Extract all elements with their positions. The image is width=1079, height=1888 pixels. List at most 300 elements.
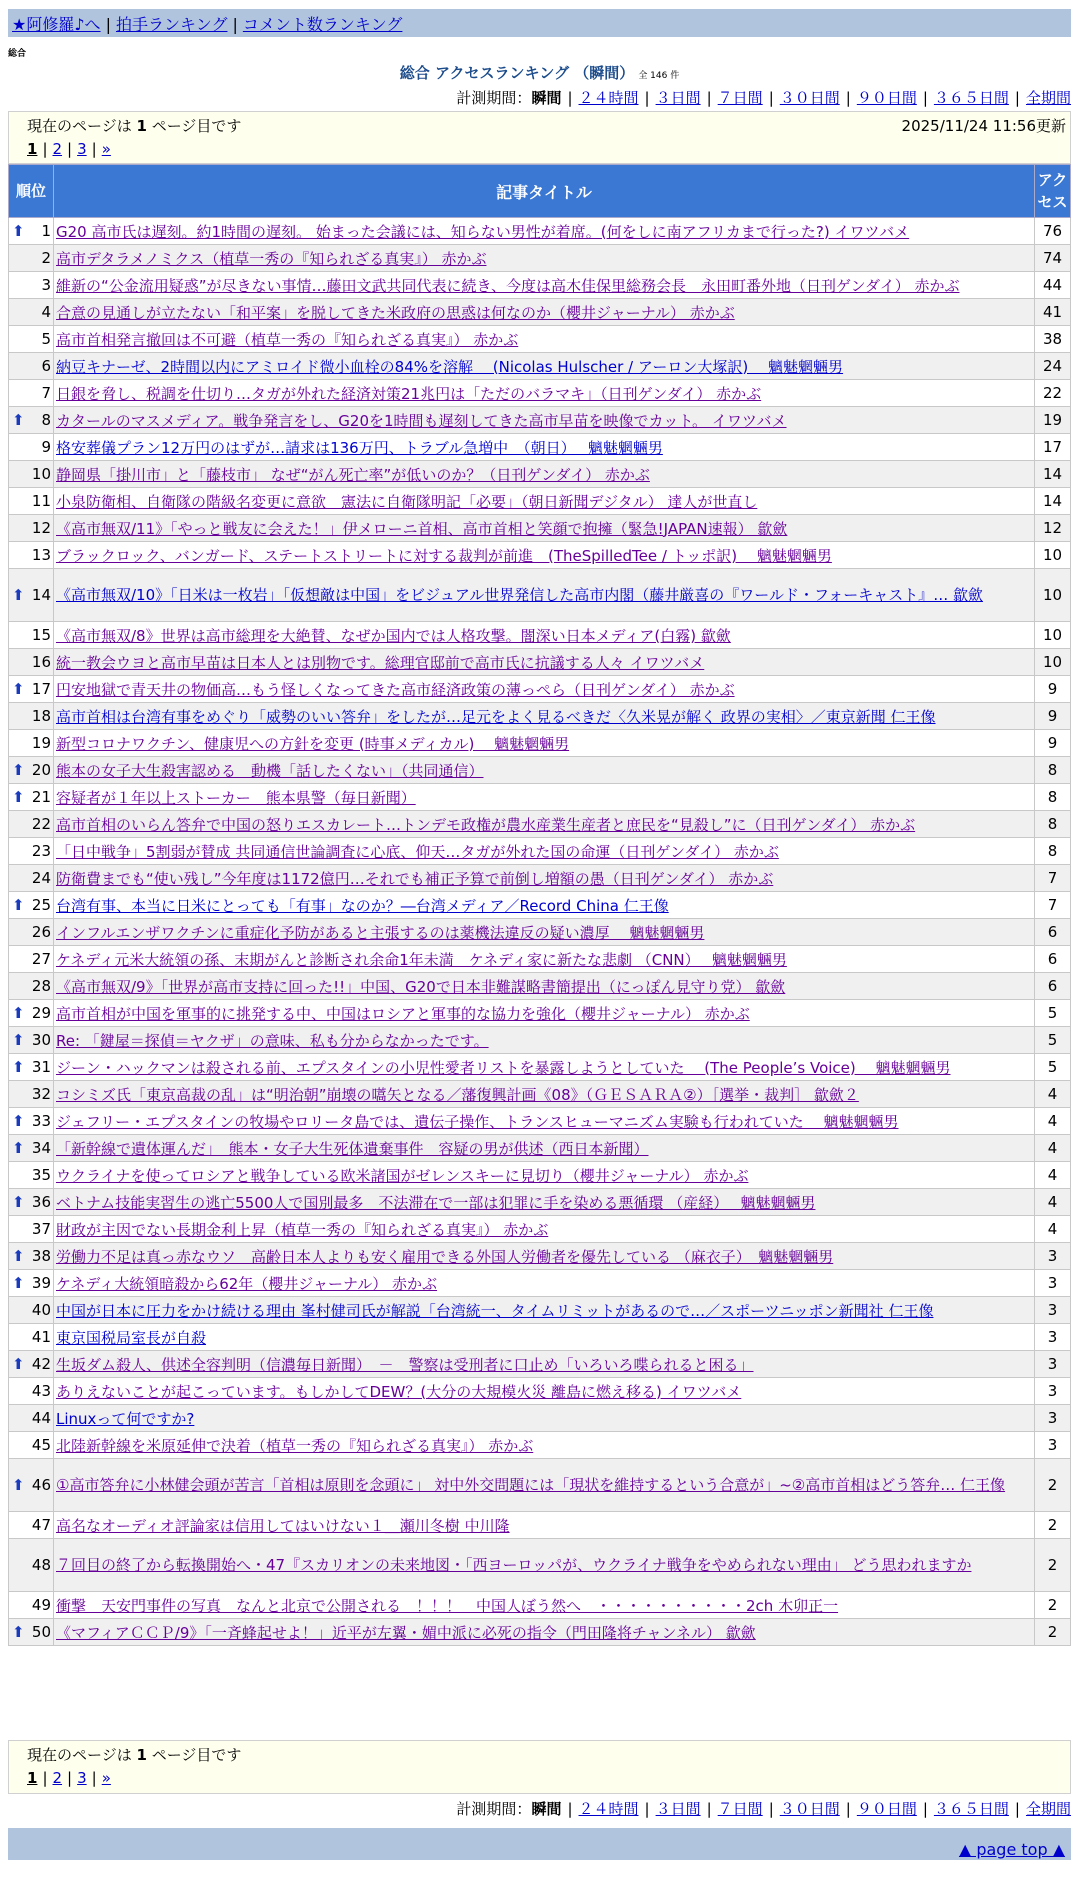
title-cell	[54, 1297, 1035, 1324]
title-cell	[54, 622, 1035, 649]
title-cell	[54, 919, 1035, 946]
rank-number: 50	[31, 1623, 51, 1641]
rank-up-icon: ⬆	[12, 411, 25, 429]
article-link[interactable]: ７回目の終了から転換開始へ・47『スカリオンの未来地図・「西ヨーロッパが、ウクライナ戦争をやめられない理由」 どう思われますか	[56, 1556, 972, 1574]
rank-number: 46	[31, 1476, 51, 1494]
article-link[interactable]: 東京国税局室長が自殺	[56, 1328, 207, 1347]
access-count: 19	[1035, 407, 1071, 434]
table-row	[9, 1108, 1071, 1135]
rank-cell	[9, 1512, 54, 1539]
table-row	[9, 380, 1071, 407]
rank-up-icon: ⬆	[12, 1004, 25, 1022]
rank-number: 13	[31, 546, 51, 564]
access-count: 41	[1035, 299, 1071, 326]
table-header-row	[9, 165, 1071, 218]
article-link[interactable]: 北陸新幹線を米原延伸で決着（植草一秀の『知られざる真実』） 赤かぶ	[56, 1436, 534, 1455]
title-cell	[54, 434, 1035, 461]
title-cell	[54, 892, 1035, 919]
access-count: 14	[1035, 488, 1071, 515]
access-count: 3	[1035, 1432, 1071, 1459]
pager-link-bottom-1[interactable]: 3	[77, 1769, 87, 1787]
rank-number: 31	[31, 1058, 51, 1076]
pager-link-top-0[interactable]: 2	[52, 140, 63, 158]
period-option-top-5[interactable]: ３６５日間	[933, 89, 1009, 107]
rank-number: 6	[41, 357, 51, 375]
table-row	[9, 569, 1071, 622]
rank-cell	[9, 1459, 54, 1512]
rank-number: 40	[31, 1301, 51, 1319]
rank-number: 21	[31, 788, 51, 806]
table-row	[9, 245, 1071, 272]
title-cell	[54, 676, 1035, 703]
rank-up-icon: ⬆	[12, 761, 25, 779]
article-link[interactable]: 防衛費までも“使い残し”今年度は1172億円…それでも補正予算で前倒し増額の愚（日刊ゲンダイ） 赤かぶ	[56, 869, 774, 888]
period-selector-bottom: 計測期間：瞬間 | ２４時間 | ３日間 | ７日間 | ３０日間 | ９０日間 | ３６５日間 | 全期間	[456, 1800, 1071, 1818]
article-link[interactable]: ウクライナを使ってロシアと戦争している欧米諸国がゼレンスキーに見切り（櫻井ジャーナル） 赤かぶ	[56, 1166, 749, 1185]
pager-current: 1	[27, 140, 38, 158]
access-count: 3	[1035, 1324, 1071, 1351]
table-row	[9, 299, 1071, 326]
title-cell	[54, 1459, 1035, 1512]
rank-cell	[9, 649, 54, 676]
article-link[interactable]: 中国が日本に圧力をかけ続ける理由 峯村健司氏が解説「台湾統一、タイムリミットがあるので…／スポーツニッポン新聞社 仁王像	[56, 1301, 934, 1320]
table-row	[9, 946, 1071, 973]
article-link[interactable]: 衝撃 天安門事件の写真 なんと北京で公開される ！！！ 中国人ぼう然へ ・・・・・・・・・・2ch 木卯正一	[56, 1596, 839, 1615]
period-option-bottom-4[interactable]: ９０日間	[856, 1800, 917, 1818]
rank-number: 36	[31, 1193, 51, 1211]
pager-top: 1 | 2 | 3 | »	[27, 140, 111, 158]
clap-ranking-link[interactable]: 拍手ランキング	[115, 15, 228, 34]
rank-cell	[9, 919, 54, 946]
rank-cell	[9, 622, 54, 649]
access-count: 14	[1035, 461, 1071, 488]
access-count: 4	[1035, 1162, 1071, 1189]
access-count: 4	[1035, 1108, 1071, 1135]
rank-cell	[9, 1351, 54, 1378]
rank-number: 48	[31, 1556, 51, 1574]
pager-current: 1	[27, 1769, 38, 1787]
article-link[interactable]: ケネディ元米大統領の孫、末期がんと診断され余命1年未満 ケネディ家に新たな悲劇 （CNN） 魑魅魍魎男	[56, 950, 787, 969]
article-link[interactable]: Re: 「鍵屋＝探偵＝ヤクザ」の意味、私も分からなかったです。	[56, 1031, 489, 1050]
table-row	[9, 1512, 1071, 1539]
access-count: 12	[1035, 515, 1071, 542]
article-link[interactable]: 《マフィアＣＣＰ/9》「一斉蜂起せよ！」近平が左翼・媚中派に必死の指令（門田隆将チャンネル） 歙歛	[56, 1623, 756, 1642]
rank-number: 28	[31, 977, 51, 995]
pager-link-top-1[interactable]: 3	[77, 140, 87, 158]
title-cell	[54, 946, 1035, 973]
access-count: 3	[1035, 1270, 1071, 1297]
page-top-link[interactable]: ▲ page top ▲	[958, 1840, 1065, 1859]
rank-up-icon: ⬆	[12, 1623, 25, 1641]
page-info-bottom	[8, 1740, 1071, 1794]
title-cell	[54, 407, 1035, 434]
table-row	[9, 353, 1071, 380]
article-link[interactable]: ブラックロック、バンガード、ステートストリートに対する裁判が前進 (TheSpilledTee / トッポ訳) 魑魅魍魎男	[56, 546, 832, 565]
rank-cell	[9, 1539, 54, 1592]
title-cell	[54, 1054, 1035, 1081]
period-option-bottom-0[interactable]: ２４時間	[578, 1800, 639, 1818]
access-count: 4	[1035, 1135, 1071, 1162]
rank-up-icon: ⬆	[12, 1139, 25, 1157]
article-link[interactable]: 新型コロナワクチン、健康児への方針を変更 (時事メディカル) 魑魅魍魎男	[56, 734, 570, 753]
article-link[interactable]: 高市首相は台湾有事をめぐり「威勢のいい答弁」をしたが…足元をよく見るべきだ〈久米晃が解く 政界の実相〉／東京新聞 仁王像	[56, 707, 936, 726]
table-row	[9, 1135, 1071, 1162]
rank-cell	[9, 272, 54, 299]
rank-number: 34	[31, 1139, 51, 1157]
access-count: 5	[1035, 1054, 1071, 1081]
title-cell	[54, 1324, 1035, 1351]
title-cell	[54, 1351, 1035, 1378]
rank-cell	[9, 569, 54, 622]
rank-number: 38	[31, 1247, 51, 1265]
title-cell	[54, 488, 1035, 515]
rank-cell	[9, 757, 54, 784]
rank-up-icon: ⬆	[12, 1031, 25, 1049]
rank-number: 41	[31, 1328, 51, 1346]
access-count: 22	[1035, 380, 1071, 407]
title-cell	[54, 1270, 1035, 1297]
bottom-bar	[8, 1828, 1071, 1860]
rank-cell	[9, 380, 54, 407]
rank-cell	[9, 811, 54, 838]
title-cell	[54, 1216, 1035, 1243]
title-cell	[54, 865, 1035, 892]
title-cell	[54, 784, 1035, 811]
title-cell	[54, 569, 1035, 622]
title-cell	[54, 380, 1035, 407]
pager-link-top-2[interactable]: »	[101, 140, 111, 158]
rank-number: 19	[31, 734, 51, 752]
table-row	[9, 622, 1071, 649]
title-cell	[54, 218, 1035, 245]
article-link[interactable]: ジェフリー・エプスタインの牧場やロリータ島では、遺伝子操作、トランスヒューマニズム実験も行われていた 魑魅魍魎男	[56, 1112, 899, 1131]
table-row	[9, 515, 1071, 542]
title-cell	[54, 1378, 1035, 1405]
rank-number: 30	[31, 1031, 51, 1049]
rank-cell	[9, 1000, 54, 1027]
table-row	[9, 461, 1071, 488]
header-title: 記事タイトル	[54, 165, 1035, 218]
rank-cell	[9, 461, 54, 488]
table-row	[9, 1189, 1071, 1216]
table-row	[9, 542, 1071, 569]
article-link[interactable]: 維新の“公金流用疑惑”が尽きない事情…藤田文武共同代表に続き、今度は高木佳保里総務会長 永田町番外地（日刊ゲンダイ） 赤かぶ	[56, 276, 960, 295]
period-option-bottom-3[interactable]: ３０日間	[779, 1800, 840, 1818]
article-link[interactable]: 《高市無双/10》「日米は一枚岩」「仮想敵は中国」をビジュアル世界発信した高市内閣（藤井厳喜の『ワールド・フォーキャスト』… 歙歛	[56, 586, 983, 604]
article-link[interactable]: 格安葬儀プラン12万円のはずが…請求は136万円、トラブル急増中 （朝日） 魑魅魍魎男	[56, 438, 663, 457]
rank-cell	[9, 1216, 54, 1243]
article-link[interactable]: G20 高市氏は遅刻。約1時間の遅刻。 始まった会議には、知らない男性が着席。(何をしに南アフリカまで行った?) イワツバメ	[56, 222, 910, 241]
article-link[interactable]: ベトナム技能実習生の逃亡5500人で国別最多 不法滞在で一部は犯罪に手を染める悪循環 （産経） 魑魅魍魎男	[56, 1193, 816, 1212]
article-link[interactable]: 小泉防衛相、自衛隊の階級名変更に意欲 憲法に自衛隊明記「必要」（朝日新聞デジタル） 達人が世直し	[56, 492, 758, 511]
article-link[interactable]: 円安地獄で青天井の物価高…もう怪しくなってきた高市経済政策の薄っぺら（日刊ゲンダイ） 赤かぶ	[56, 680, 735, 699]
access-count: 10	[1035, 542, 1071, 569]
article-link[interactable]: ①高市答弁に小林健会頭が苦言「首相は原則を念頭に」 対中外交問題には「現状を維持するという合意が」~②高市首相はどう答弁… 仁王像	[56, 1476, 1006, 1494]
access-count: 2	[1035, 1592, 1071, 1619]
rank-number: 3	[41, 276, 51, 294]
rank-number: 45	[31, 1436, 51, 1454]
period-option-bottom-5[interactable]: ３６５日間	[933, 1800, 1009, 1818]
article-link[interactable]: 台湾有事、本当に日米にとっても「有事」なのか？―台湾メディア／Record China 仁王像	[56, 896, 669, 915]
table-row	[9, 1432, 1071, 1459]
access-count: 76	[1035, 218, 1071, 245]
rank-up-icon: ⬆	[12, 222, 25, 240]
table-row	[9, 703, 1071, 730]
period-selector-top: 計測期間：瞬間 | ２４時間 | ３日間 | ７日間 | ３０日間 | ９０日間 | ３６５日間 | 全期間	[456, 89, 1071, 107]
table-row	[9, 865, 1071, 892]
access-count: 2	[1035, 1539, 1071, 1592]
table-row	[9, 838, 1071, 865]
article-link[interactable]: 労働力不足は真っ赤なウソ 高齢日本人よりも安く雇用できる外国人労働者を優先している （麻衣子） 魑魅魍魎男	[56, 1247, 834, 1266]
title-cell	[54, 1432, 1035, 1459]
access-count: 5	[1035, 1000, 1071, 1027]
article-link[interactable]: 《高市無双/11》「やっと戦友に会えた！」伊メローニ首相、高市首相と笑顔で抱擁（緊急!JAPAN速報） 歙歛	[56, 519, 788, 538]
table-row	[9, 649, 1071, 676]
rank-cell	[9, 838, 54, 865]
article-link[interactable]: 「日中戦争」5割弱が賛成 共同通信世論調査に心底、仰天…タガが外れた国の命運（日刊ゲンダイ） 赤かぶ	[56, 842, 779, 861]
article-link[interactable]: 高市デタラメノミクス（植草一秀の『知られざる真実』） 赤かぶ	[56, 249, 487, 268]
article-link[interactable]: Linuxって何ですか?	[56, 1409, 195, 1428]
period-label: 計測期間：	[456, 89, 532, 107]
article-link[interactable]: 静岡県「掛川市」と「藤枝市」 なぜ“がん死亡率”が低いのか？（日刊ゲンダイ） 赤かぶ	[56, 465, 650, 484]
access-count: 10	[1035, 649, 1071, 676]
page-indicator: 現在のページは 1 ページ目です	[27, 117, 242, 135]
rank-up-icon: ⬆	[12, 1247, 25, 1265]
rank-cell	[9, 1378, 54, 1405]
rank-cell	[9, 1324, 54, 1351]
article-link[interactable]: 納豆キナーゼ、2時間以内にアミロイド微小血栓の84%を溶解 (Nicolas Hulscher / アーロン大塚訳) 魑魅魍魎男	[56, 357, 844, 376]
article-link[interactable]: ジーン・ハックマンは殺される前、エプスタインの小児性愛者リストを暴露しようとしていた (The People’s Voice) 魑魅魍魎男	[56, 1058, 951, 1077]
table-row	[9, 1081, 1071, 1108]
rank-number: 35	[31, 1166, 51, 1184]
rank-cell	[9, 1432, 54, 1459]
table-row	[9, 326, 1071, 353]
rank-number: 5	[41, 330, 51, 348]
title-cell	[54, 542, 1035, 569]
rank-number: 33	[31, 1112, 51, 1130]
rank-cell	[9, 1270, 54, 1297]
rank-number: 26	[31, 923, 51, 941]
access-count: 8	[1035, 838, 1071, 865]
rank-cell	[9, 1108, 54, 1135]
access-count: 4	[1035, 1081, 1071, 1108]
updated-timestamp: 2025/11/24 11:56更新	[901, 117, 1066, 135]
rank-cell	[9, 1297, 54, 1324]
title-cell	[54, 1108, 1035, 1135]
pager-link-bottom-0[interactable]: 2	[52, 1769, 63, 1787]
table-row	[9, 757, 1071, 784]
period-option-bottom-2[interactable]: ７日間	[717, 1800, 763, 1818]
period-option-top-1[interactable]: ３日間	[655, 89, 701, 107]
article-link[interactable]: 容疑者が１年以上ストーカー 熊本県警（毎日新聞）	[56, 788, 416, 807]
rank-cell	[9, 1054, 54, 1081]
title-cell	[54, 703, 1035, 730]
period-current: 瞬間	[531, 1800, 562, 1818]
table-row	[9, 434, 1071, 461]
table-row	[9, 1000, 1071, 1027]
rank-number: 24	[31, 869, 51, 887]
rank-number: 20	[31, 761, 51, 779]
title-cell	[54, 272, 1035, 299]
access-count: 3	[1035, 1243, 1071, 1270]
page-info-top	[8, 111, 1071, 164]
article-link[interactable]: 高名なオーディオ評論家は信用してはいけない１＿瀬川冬樹 中川隆	[56, 1516, 510, 1535]
title-cell	[54, 1000, 1035, 1027]
access-count: 24	[1035, 353, 1071, 380]
rank-cell	[9, 299, 54, 326]
title-cell	[54, 1243, 1035, 1270]
article-link[interactable]: 熊本の女子大生殺害認める 動機「話したくない」（共同通信）	[56, 761, 484, 780]
period-label: 計測期間：	[456, 1800, 532, 1818]
rank-number: 37	[31, 1220, 51, 1238]
rank-up-icon: ⬆	[12, 1476, 25, 1494]
period-option-top-4[interactable]: ９０日間	[856, 89, 917, 107]
title-cell	[54, 757, 1035, 784]
title-cell	[54, 973, 1035, 1000]
article-link[interactable]: 合意の見通しが立たない「和平案」を脱してきた米政府の思惑は何なのか（櫻井ジャーナル） 赤かぶ	[56, 303, 735, 322]
rank-up-icon: ⬆	[12, 1274, 25, 1292]
article-link[interactable]: コシミズ氏「東京高裁の乱」は“明治朝”崩壊の嚆矢となる／藩復興計画《08》（ＧＥＳＡＲＡ②）［選挙・裁判］ 歙歛２	[56, 1085, 859, 1104]
rank-cell	[9, 245, 54, 272]
article-link[interactable]: 日銀を脅し、税調を仕切り…タガが外れた経済対策21兆円は「ただのバラマキ」（日刊ゲンダイ） 赤かぶ	[56, 384, 762, 403]
table-row	[9, 1619, 1071, 1646]
table-row	[9, 730, 1071, 757]
title-cell	[54, 299, 1035, 326]
article-link[interactable]: 《高市無双/8》世界は高市総理を大絶賛、なぜか国内では人格攻撃。闇深い日本メディア(白霧) 歙歛	[56, 626, 731, 645]
rank-number: 9	[41, 438, 51, 456]
home-link[interactable]: ★阿修羅♪へ	[12, 15, 101, 34]
table-row	[9, 1459, 1071, 1512]
table-row	[9, 1351, 1071, 1378]
comment-ranking-link[interactable]: コメント数ランキング	[242, 15, 403, 34]
access-count: 7	[1035, 865, 1071, 892]
rank-number: 4	[41, 303, 51, 321]
access-count: 74	[1035, 245, 1071, 272]
title-cell	[54, 1027, 1035, 1054]
access-count: 4	[1035, 1216, 1071, 1243]
table-row	[9, 1027, 1071, 1054]
rank-number: 39	[31, 1274, 51, 1292]
rank-cell	[9, 1405, 54, 1432]
rank-number: 14	[31, 586, 51, 604]
table-row	[9, 218, 1071, 245]
article-link[interactable]: インフルエンザワクチンに重症化予防があると主張するのは薬機法違反の疑い濃厚 魑魅魍魎男	[56, 923, 705, 942]
access-count: 10	[1035, 622, 1071, 649]
ranking-table-body	[9, 218, 1071, 1646]
table-row	[9, 1378, 1071, 1405]
rank-number: 16	[31, 653, 51, 671]
article-link[interactable]: ありえないことが起こっています。もしかしてDEW？(大分の大規模火災 離島に燃え移る) イワツバメ	[56, 1382, 742, 1401]
rank-number: 8	[41, 411, 51, 429]
period-option-bottom-6[interactable]: 全期間	[1025, 1800, 1071, 1818]
table-row	[9, 1539, 1071, 1592]
title-cell	[54, 515, 1035, 542]
rank-number: 43	[31, 1382, 51, 1400]
rank-cell	[9, 892, 54, 919]
rank-up-icon: ⬆	[12, 680, 25, 698]
table-row	[9, 1054, 1071, 1081]
article-link[interactable]: 財政が主因でない長期金利上昇（植草一秀の『知られざる真実』） 赤かぶ	[56, 1220, 549, 1239]
table-row	[9, 973, 1071, 1000]
access-count: 7	[1035, 892, 1071, 919]
ranking-title-text: 総合 アクセスランキング （瞬間）	[399, 64, 635, 82]
table-row	[9, 488, 1071, 515]
table-row	[9, 1324, 1071, 1351]
title-cell	[54, 326, 1035, 353]
rank-up-icon: ⬆	[12, 896, 25, 914]
rank-cell	[9, 407, 54, 434]
article-link[interactable]: 高市首相のいらん答弁で中国の怒りエスカレート…トンデモ政権が農水産業生産者と庶民を“見殺し”に（日刊ゲンダイ） 赤かぶ	[56, 815, 916, 834]
title-cell	[54, 1135, 1035, 1162]
table-row	[9, 1243, 1071, 1270]
article-link[interactable]: 高市首相発言撤回は不可避（植草一秀の『知られざる真実』） 赤かぶ	[56, 330, 519, 349]
rank-cell	[9, 865, 54, 892]
table-row	[9, 892, 1071, 919]
period-option-bottom-1[interactable]: ３日間	[655, 1800, 701, 1818]
access-count: 3	[1035, 1297, 1071, 1324]
rank-cell	[9, 1592, 54, 1619]
rank-number: 11	[31, 492, 51, 510]
article-link[interactable]: 高市首相が中国を軍事的に挑発する中、中国はロシアと軍事的な協力を強化（櫻井ジャーナル） 赤かぶ	[56, 1004, 750, 1023]
rank-up-icon: ⬆	[12, 586, 25, 604]
rank-number: 49	[31, 1596, 51, 1614]
access-count: 6	[1035, 973, 1071, 1000]
period-current: 瞬間	[531, 89, 562, 107]
rank-cell	[9, 730, 54, 757]
title-cell	[54, 1539, 1035, 1592]
article-link[interactable]: カタールのマスメディア。戦争発言をし、G20を1時間も遅刻してきた高市早苗を映像でカット。 イワツバメ	[56, 411, 787, 430]
ranking-title	[0, 62, 1079, 83]
pager-link-bottom-2[interactable]: »	[101, 1769, 111, 1787]
period-option-top-3[interactable]: ３０日間	[779, 89, 840, 107]
access-count: 6	[1035, 919, 1071, 946]
table-row	[9, 919, 1071, 946]
period-option-top-2[interactable]: ７日間	[717, 89, 763, 107]
table-row	[9, 1592, 1071, 1619]
article-link[interactable]: 生坂ダム殺人、供述全容判明（信濃毎日新聞） － 警察は受刑者に口止め「いろいろ喋られると困る」	[56, 1355, 754, 1374]
table-row	[9, 811, 1071, 838]
period-option-top-6[interactable]: 全期間	[1025, 89, 1071, 107]
article-link[interactable]: 《高市無双/9》「世界が高市支持に回った!!」中国、G20で日本非難謀略書簡提出（にっぽん見守り党） 歙歛	[56, 977, 786, 996]
access-count: 3	[1035, 1351, 1071, 1378]
article-link[interactable]: ケネディ大統領暗殺から62年（櫻井ジャーナル） 赤かぶ	[56, 1274, 438, 1293]
rank-cell	[9, 1619, 54, 1646]
period-option-top-0[interactable]: ２４時間	[578, 89, 639, 107]
article-link[interactable]: 「新幹線で遺体運んだ」 熊本・女子大生死体遺棄事件 容疑の男が供述（西日本新聞）	[56, 1139, 649, 1158]
rank-up-icon: ⬆	[12, 1193, 25, 1211]
rank-number: 44	[31, 1409, 51, 1427]
table-row	[9, 1297, 1071, 1324]
rank-number: 15	[31, 626, 51, 644]
access-count: 2	[1035, 1619, 1071, 1646]
access-count: 8	[1035, 757, 1071, 784]
rank-cell	[9, 784, 54, 811]
access-count: 3	[1035, 1405, 1071, 1432]
rank-cell	[9, 218, 54, 245]
article-link[interactable]: 統一教会ウヨと高市早苗は日本人とは別物です。総理官邸前で高市氏に抗議する人々 イワツバメ	[56, 653, 705, 672]
pager-bottom: 1 | 2 | 3 | »	[27, 1769, 111, 1787]
page-indicator-bottom: 現在のページは 1 ページ目です	[27, 1746, 242, 1764]
rank-number: 10	[31, 465, 51, 483]
rank-cell	[9, 1162, 54, 1189]
rank-cell	[9, 434, 54, 461]
rank-up-icon: ⬆	[12, 1058, 25, 1076]
rank-up-icon: ⬆	[12, 1112, 25, 1130]
title-cell	[54, 1619, 1035, 1646]
rank-up-icon: ⬆	[12, 1355, 25, 1373]
title-cell	[54, 461, 1035, 488]
title-cell	[54, 730, 1035, 757]
